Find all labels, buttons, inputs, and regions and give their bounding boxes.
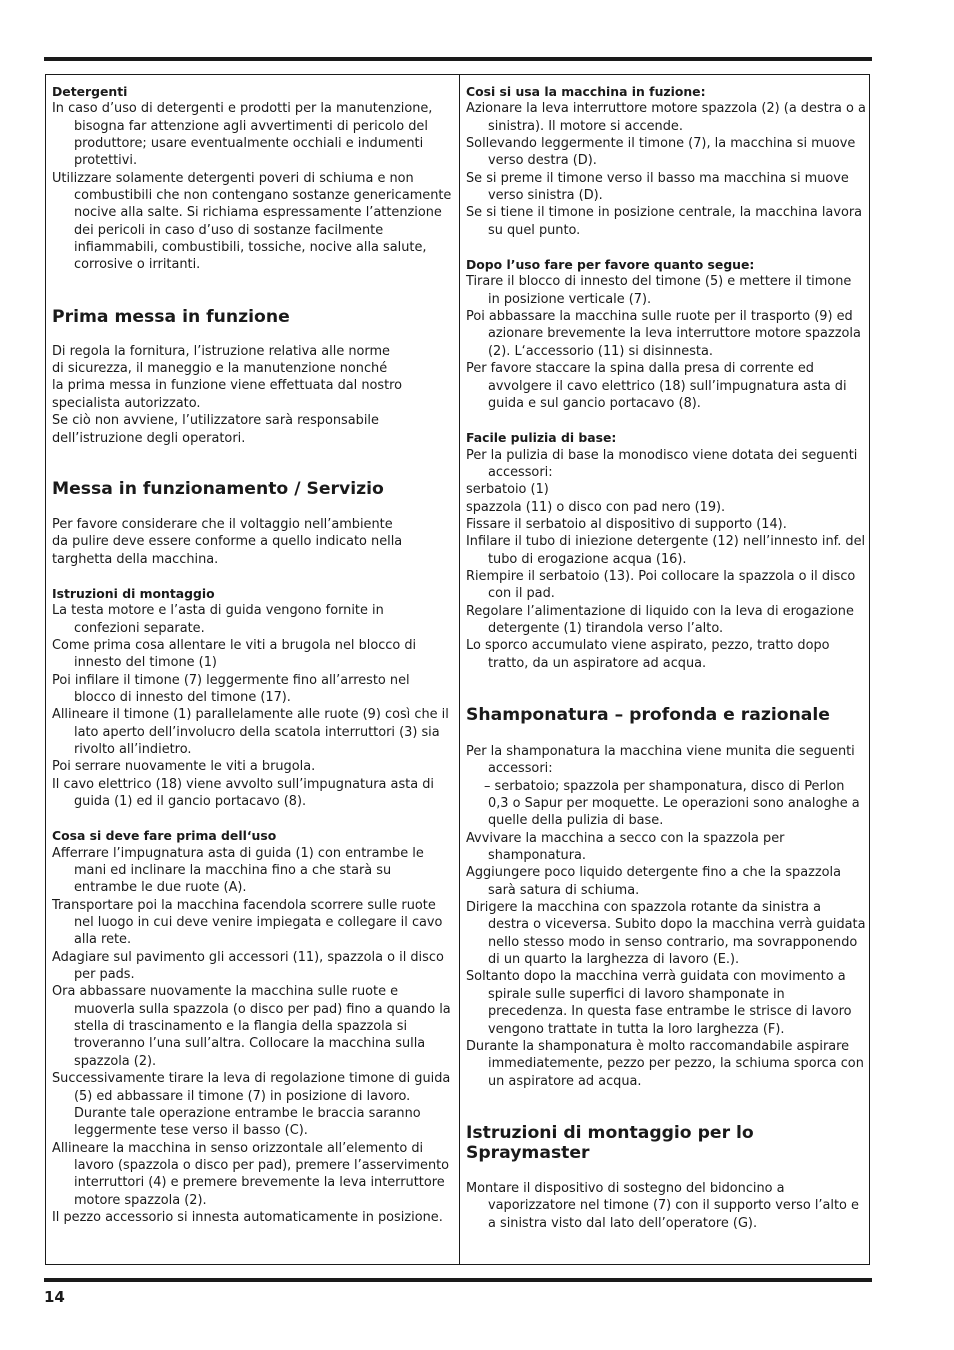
column-divider — [459, 74, 460, 1265]
detergenti-item: Utilizzare solamente detergenti poveri di schiuma e non combustibili che non contengano sostanze genericamente nocive alla salte. Si richiama espressamente l’attenzione dei pericoli in caso d’uso di sostanze facilmente infiammabili, combustibili, tossiche, nocive alla salute, corrosive o irritanti. — [52, 170, 452, 273]
pulizia-item: Lo sporco accumulato viene aspirato, pezzo, tratto dopo tratto, da un aspiratore ad acqua. — [466, 638, 830, 671]
messa-line: targhetta della macchina. — [52, 551, 219, 567]
pulizia-intro: Per la pulizia di base la monodisco viene dotata dei seguenti accessori: — [466, 447, 858, 480]
bottom-rule — [44, 1278, 872, 1282]
prima-uso-item: Successivamente tirare la leva di regolazione timone di guida (5) ed abbassare il timone (7) in posizione di lavoro. Durante tale operazione entrambe le braccia saranno leggermente tese verso il basso (C). — [52, 1071, 451, 1139]
shampo-heading: Shamponatura – profonda e razionale — [466, 705, 830, 725]
spray-heading-line2: Spraymaster — [466, 1142, 590, 1163]
prima-line: di sicurezza, il maneggio e la manutenzione nonché — [52, 361, 388, 377]
pulizia-accessory: serbatoio (1) — [466, 482, 549, 498]
detergenti-item: In caso d’uso di detergenti e prodotti per la manutenzione, bisogna far attenzione agli avvertimenti di pericolo del produttore; usare eventualmente occhiali e indumenti protettivi. — [52, 101, 433, 169]
shampo-intro: Per la shamponatura la macchina viene munita die seguenti accessori: — [466, 744, 855, 777]
shampo-accessories: – serbatoio; spazzola per shamponatura, disco di Perlon 0,3 o Sapur per moquette. Le operazioni sono analoghe a quelle della pulizia di base. — [484, 778, 860, 829]
right-column — [466, 83, 866, 1232]
spray-text: Montare il dispositivo di sostegno del bidoncino a vaporizzatore nel timone (7) con il supporto verso l’alto e a sinistra visto dal lato dell’operatore (G). — [466, 1180, 859, 1231]
dopo-item: Poi abbassare la macchina sulle ruote per il trasporto (9) ed azionare brevemente la leva interruttore motore spazzola (2). L‘accessorio (11) si disinnesta. — [466, 309, 861, 359]
montaggio-item: Come prima cosa allentare le viti a brugola nel blocco di innesto del timone (1) — [52, 637, 417, 671]
detergenti-title: Detergenti — [52, 84, 128, 99]
uso-item: Azionare la leva interruttore motore spazzola (2) (a destra o a sinistra). Il motore si accende. — [466, 101, 866, 134]
uso-title: Cosi si usa la macchina in fuzione: — [466, 84, 706, 99]
prima-uso-item: Ora abbassare nuovamente la macchina sulle ruote e muoverla sulla spazzola (o disco per pad) fino a quando la stella di trascinamento e la flangia della spazzola si troveranno l’una sull’altra. Collocare la macchina sulla spazzola (2). — [52, 984, 451, 1069]
shampo-item: Avvivare la macchina a secco con la spazzola per shamponatura. — [466, 830, 785, 864]
messa-line: da pulire deve essere conforme a quello indicato nella — [52, 534, 403, 550]
montaggio-title: Istruzioni di montaggio — [52, 585, 215, 601]
prima-uso-item: Adagiare sul pavimento gli accessori (11), spazzola o il disco per pads. — [52, 949, 444, 983]
montaggio-item: Poi serrare nuovamente le viti a brugola. — [52, 759, 316, 775]
dopo-item: Tirare il blocco di innesto del timone (5) e mettere il timone in posizione verticale (7). — [466, 274, 852, 307]
shampo-item: Aggiungere poco liquido detergente fino a che la spazzola sarà satura di schiuma. — [466, 865, 842, 898]
prima-line: Se ciò non avviene, l’utilizzatore sarà responsabile — [52, 413, 379, 429]
uso-item: Se si preme il timone verso il basso ma macchina si muove verso sinistra (D). — [466, 170, 849, 204]
prima-line: la prima messa in funzione viene effettuata dal nostro — [52, 378, 403, 394]
pulizia-item: Regolare l’alimentazione di liquido con la leva di erogazione detergente (1) tirandola verso l’alto. — [466, 603, 854, 636]
prima-heading: Prima messa in funzione — [52, 306, 290, 327]
dopo-title: Dopo l’uso fare per favore quanto segue: — [466, 257, 755, 273]
top-rule — [44, 57, 872, 61]
messa-line: Per favore considerare che il voltaggio nell’ambiente — [52, 516, 393, 532]
prima-uso-title: Cosa si deve fare prima dell‘uso — [52, 828, 277, 844]
messa-heading: Messa in funzionamento / Servizio — [52, 478, 384, 499]
pulizia-item: Fissare il serbatoio al dispositivo di supporto (14). — [466, 516, 787, 532]
montaggio-item: Poi infilare il timone (7) leggermente fino all’arresto nel blocco di innesto del timone (17). — [52, 672, 410, 705]
shampo-item: Dirigere la macchina con spazzola rotante da sinistra a destra o viceversa. Subito dopo la macchina verrà guidata nello stesso modo in senso contrario, ma sovrapponendo di un quarto la larghezza di lavoro (E.). — [466, 900, 866, 968]
page-number: 14 — [44, 1288, 65, 1306]
left-column — [52, 83, 452, 1226]
pulizia-title: Facile pulizia di base: — [466, 430, 617, 446]
uso-item: Sollevando leggermente il timone (7), la macchina si muove verso destra (D). — [466, 136, 856, 169]
montaggio-item: Allineare il timone (1) parallelamente alle ruote (9) così che il lato aperto dell’involucro della scatola interruttori (3) sia rivolto all’indietro. — [52, 707, 449, 757]
prima-uso-item: Afferrare l’impugnatura asta di guida (1) con entrambe le mani ed inclinare la macchina fino a che starà su entrambe le due ruote (A). — [52, 845, 424, 896]
montaggio-item: Il cavo elettrico (18) viene avvolto sull’impugnatura asta di guida (1) ed il gancio portacavo (8). — [52, 776, 434, 809]
prima-line: specialista autorizzato. — [52, 395, 201, 411]
prima-uso-item: Allineare la macchina in senso orizzontale all’elemento di lavoro (spazzola o disco per pad), premere l’asservimento interruttori (4) e premere brevemente la leva interruttore motore spazzola (2). — [52, 1140, 450, 1208]
pulizia-item: Riempire il serbatoio (13). Poi collocare la spazzola o il disco con il pad. — [466, 568, 856, 602]
dopo-item: Per favore staccare la spina dalla presa di corrente ed avvolgere il cavo elettrico (18) sull’impugnatura asta di guida e sul gancio portacavo (8). — [466, 361, 847, 411]
shampo-item: Durante la shamponatura è molto raccomandabile aspirare immediatemente, pezzo per pezzo, la schiuma sporca con un aspiratore ad acqua. — [466, 1038, 864, 1089]
pulizia-item: Infilare il tubo di iniezione detergente (12) nell’innesto inf. del tubo di erogazione acqua (16). — [466, 534, 866, 567]
pulizia-accessory: spazzola (11) o disco con pad nero (19). — [466, 499, 726, 515]
montaggio-item: La testa motore e l’asta di guida vengono fornite in confezioni separate. — [52, 603, 384, 636]
prima-line: dell’istruzione degli operatori. — [52, 430, 246, 446]
prima-uso-item: Il pezzo accessorio si innesta automaticamente in posizione. — [52, 1209, 443, 1225]
shampo-item: Soltanto dopo la macchina verrà guidata con movimento a spirale sulle superfici di lavoro shamponate in precedenza. In questa fase entrambe le strisce di lavoro vengono trattate in tutta la loro larghezza (F). — [466, 969, 852, 1037]
spray-heading-line1: Istruzioni di montaggio per lo — [466, 1122, 754, 1143]
prima-uso-item: Transportare poi la macchina facendola scorrere sulle ruote nel luogo in cui deve venire impiegata e collegare il cavo alla rete. — [52, 897, 443, 948]
uso-item: Se si tiene il timone in posizione centrale, la macchina lavora su quel punto. — [466, 205, 863, 238]
prima-line: Di regola la fornitura, l’istruzione relativa alle norme — [52, 343, 390, 359]
